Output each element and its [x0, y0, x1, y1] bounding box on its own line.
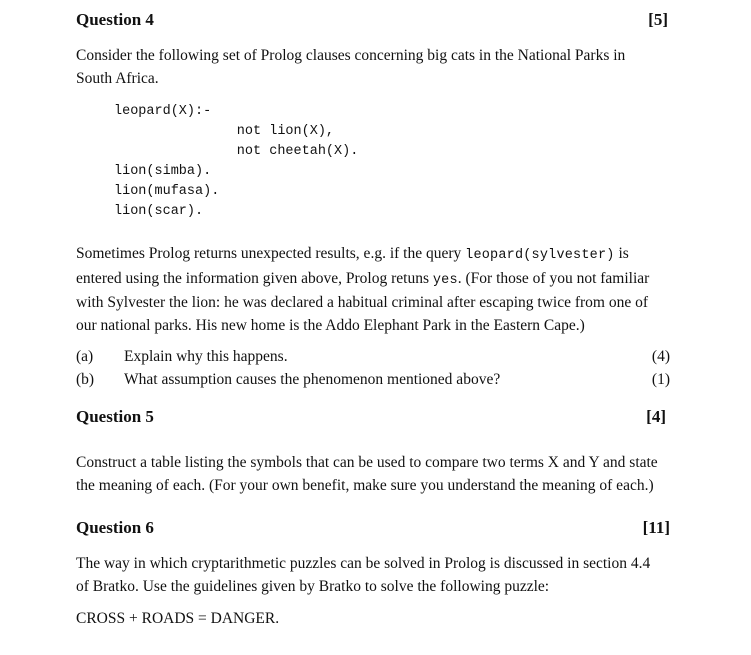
q4-intro [76, 45, 696, 90]
code-line: leopard(X):- [114, 104, 212, 119]
q6-puzzle: CROSS + ROADS = DANGER. [76, 610, 280, 627]
subq-a-label: (a) [76, 348, 94, 365]
q4-marks: [5] [648, 10, 668, 29]
q5-line1: Construct a table listing the symbols that can be used to compare two terms X and Y and state [76, 454, 658, 471]
q4-yes-code: yes [432, 272, 458, 288]
q4-paragraph [76, 243, 696, 337]
q4-para-line3: with Sylvester the lion: he was declared a habitual criminal after escaping twice from one of [76, 294, 649, 311]
q4-para-line1 [76, 243, 696, 268]
q5-paragraph [76, 452, 716, 497]
q5-line2: the meaning of each. (For your own benefit, make sure you understand the meaning of each.) [76, 476, 654, 494]
q4-para-text: is [614, 245, 629, 262]
q4-para-text: . (For those of you not familiar [457, 269, 650, 287]
q4-para-text: entered using the information given above, Prolog retuns [76, 269, 433, 287]
q5-marks: [4] [646, 407, 666, 426]
q4-para-line4: our national parks. His new home is the Addo Elephant Park in the Eastern Cape.) [76, 316, 585, 334]
code-line: not cheetah(X). [172, 144, 359, 159]
code-line: not lion(X), [172, 124, 335, 139]
q6-marks: [11] [642, 518, 670, 537]
q4-query-code: leopard(sylvester) [465, 248, 615, 263]
q4-para-text: Sometimes Prolog returns unexpected results, e.g. if the query [76, 245, 466, 262]
code-line: lion(mufasa). [114, 184, 220, 199]
subq-b-text: What assumption causes the phenomenon mentioned above? [124, 371, 501, 388]
subq-a-marks: (4) [651, 348, 670, 365]
q6-line1: The way in which cryptarithmetic puzzles can be solved in Prolog is discussed in section 4.4 [76, 555, 651, 572]
subq-b-marks: (1) [651, 371, 670, 388]
q4-intro-line2: South Africa. [76, 69, 159, 87]
q4-title: Question 4 [76, 10, 154, 29]
q4-code-block [114, 102, 358, 222]
q4-intro-line1: Consider the following set of Prolog clauses concerning big cats in the National Parks in [76, 47, 626, 64]
q6-paragraph [76, 553, 716, 598]
subq-a-text: Explain why this happens. [124, 348, 288, 365]
q6-title: Question 6 [76, 518, 154, 537]
q4-para-line2 [76, 268, 696, 293]
code-line: lion(simba). [114, 164, 212, 179]
q6-line2: of Bratko. Use the guidelines given by Bratko to solve the following puzzle: [76, 577, 550, 595]
subq-b-label: (b) [76, 371, 95, 388]
q5-title: Question 5 [76, 407, 154, 426]
code-line: lion(scar). [114, 204, 204, 219]
